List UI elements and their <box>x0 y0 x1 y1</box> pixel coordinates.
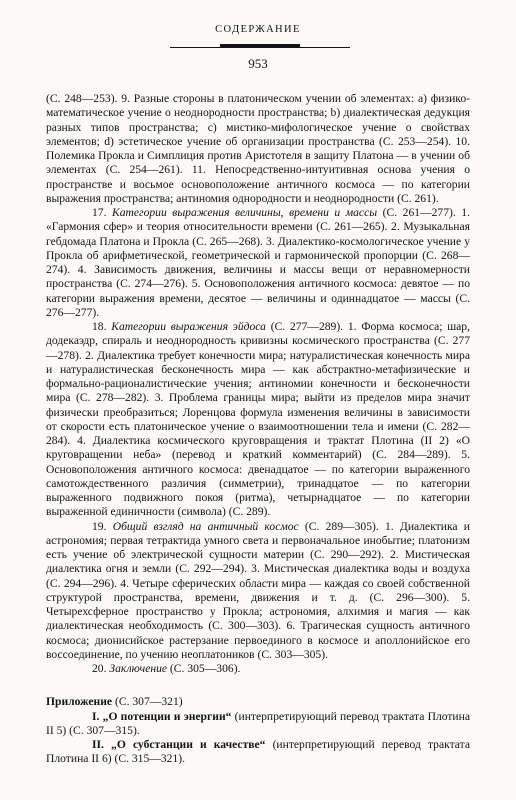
running-title: СОДЕРЖАНИЕ <box>215 24 301 35</box>
appendix-item-title: II. „О субстанции и качестве“ <box>92 738 266 751</box>
chapter-number: 17. <box>92 206 113 219</box>
contents-paragraph <box>46 320 470 520</box>
appendix-item <box>46 738 470 767</box>
contents-paragraph <box>46 520 470 663</box>
paragraph-text: (С. 305—306). <box>167 662 241 675</box>
paragraph-text: (С. 289—305). 1. Диалектика и астрономия; первая тетрактида умного света и первоначальное инобытие; платонизм есть учение об электрической сущности материи (С. 290—292). 2. Мистическая диалектика огня и земли (С. 292—294). 3. Мистическая диалектика воды и воздуха (С. 294—296). 4. Четыре сферических области мира — каждая со своей собственной структурой пространства, времени, движения и т. д. (С. 296—300). 5. Четырехсферное пространство у Прокла; астрономия, алхимия и магия — как диалектическая необходимость (С. 300—303). 6. Трагическая сущность античного космоса; дионисийское растерзание первоединого в космосе и аполлонийское его воссоединение, по учению неоплатоников (С. 303—305). <box>46 519 470 661</box>
chapter-title: Категории выражения величины, времени и массы <box>112 206 378 219</box>
header-rule-thin <box>170 47 350 48</box>
appendix-item-text: (интерпретирующий перевод трактата Плотина II 5) (С. 307—315). <box>46 709 470 737</box>
appendix-item <box>46 710 470 739</box>
chapter-number: 18. <box>92 320 112 333</box>
contents-paragraph <box>46 206 470 320</box>
contents-paragraph <box>46 92 470 206</box>
page-number: 953 <box>248 56 268 71</box>
appendix-heading-line <box>46 695 470 709</box>
contents-body <box>46 92 470 767</box>
contents-paragraph <box>46 662 470 676</box>
chapter-title: Общий взгляд на античный космос <box>112 519 299 533</box>
chapter-number: 20. <box>92 662 110 675</box>
appendix-heading: Приложение <box>46 695 113 709</box>
appendix-item-text: (интерпретирующий перевод трактата Плотина II 6) (С. 315—321). <box>46 738 470 766</box>
paragraph-text: (С. 261—277). 1. «Гармония сфер» и теория относительности времени (С. 261—265). 2. Музыкальная гебдомада Платона и Прокла (С. 265—268). 3. Диалектико-космологическое учение у Прокла об арифметической, геометрической и гармонической пропорции (С. 268—274). 4. Зависимость движения, величины и массы вещи от неравномерности пространства (С. 274—276). 5. Основоположения античного космоса: девятое — по категории выражения времени, десятое — величины и одиннадцатое — массы (С. 276—277). <box>46 206 471 319</box>
appendix-range: (С. 307—321) <box>112 695 183 709</box>
chapter-title: Заключение <box>109 662 168 675</box>
chapter-title: Категории выражения эйдоса <box>111 320 266 333</box>
appendix-item-title: I. „О потенции и энергии“ <box>92 709 232 723</box>
chapter-number: 19. <box>92 519 113 533</box>
paragraph-text: (С. 277—289). 1. Форма космоса; шар, додекаэдр, спираль и неоднородность кривизны космического пространства (С. 277—278). 2. Диалектика требует конечности мира; натуралистическая конечность мира и натуралистическая бесконечность мира — как абстрактно-метафизические и формально-рационалистические учения; антиномии конечности и бесконечности мира (С. 278—282). 3. Проблема границы мира; выйти из пределов мира значит физически преобразиться; Лоренцова формула изменения величины в зависимости от скорости есть платоническое учение о взаимоотношении тела и имени (С. 282—284). 4. Диалектика космического круговращения и трактат Плотина (II 2) «О круговращении неба» (перевод и краткий комментарий) (С. 284—289). 5. Основоположения античного космоса: двенадцатое — по категории выраженного самотождественного различия (симметрии), тринадцатое — по категории выраженного подвижного покоя (ритма), четырнадцатое — по категории выраженной единичности (символа) (С. 289). <box>46 320 470 519</box>
paragraph-text: (С. 248—253). 9. Разные стороны в платоническом учении об элементах: a) физико-математическое учение о неоднородности пространства; b) диалектическая дедукция разных типов пространства; c) мистико-мифологическое учение о свойствах элементов; d) эстетическое учение об организации пространства (С. 253—254). 10. Полемика Прокла и Симплиция против Аристотеля в защиту Платона — в учении об элементах (С. 254—261). 11. Непосредственно-интуитивная основа учения о пространстве и восьмое основоположение античного космоса — по категории выражения пространства; антиномия однородности и неоднородности (С. 261). <box>46 92 470 205</box>
